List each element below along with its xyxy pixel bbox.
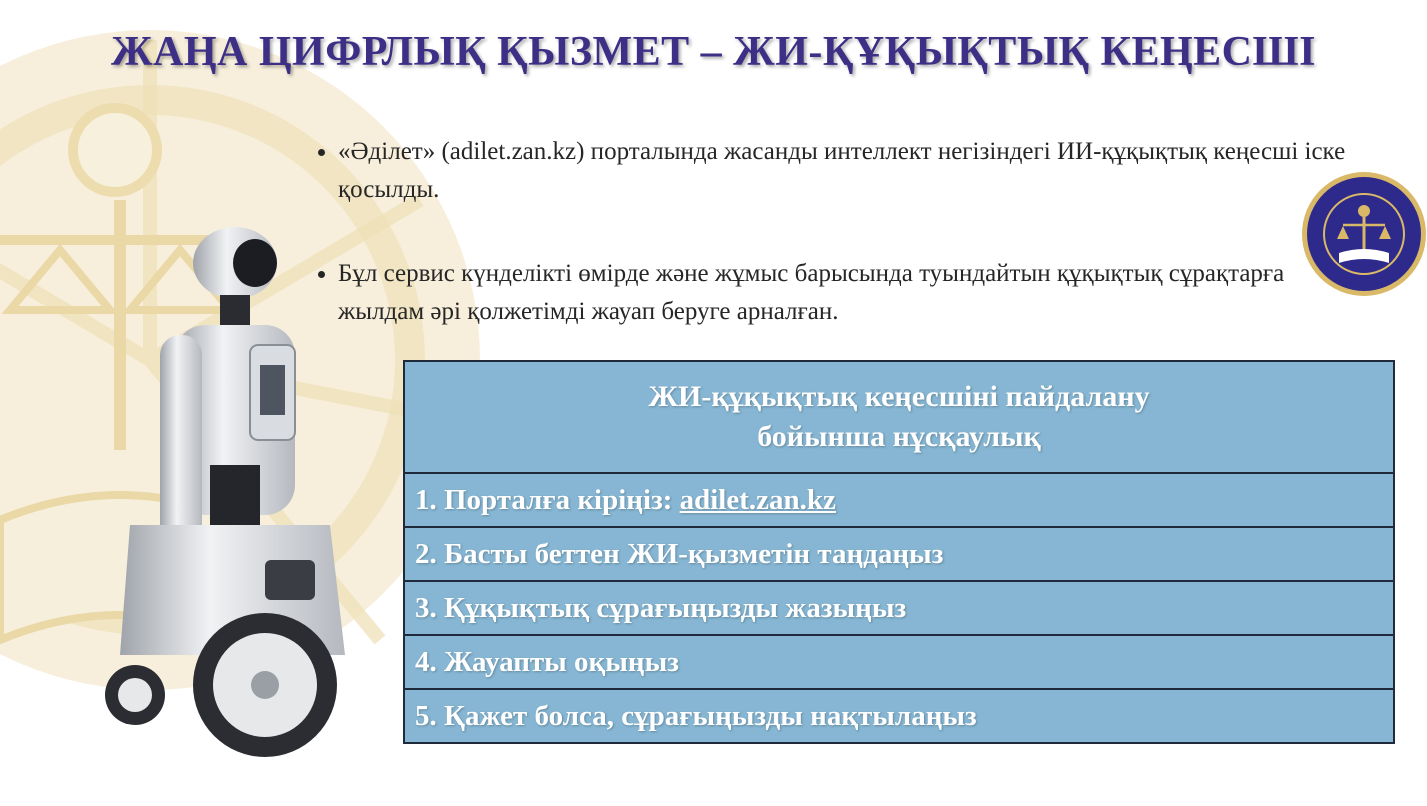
table-row (404, 527, 1394, 581)
table-row (404, 635, 1394, 689)
portal-link[interactable]: adilet.zan.kz (679, 483, 836, 516)
usage-guide-table (403, 360, 1395, 744)
ministry-seal-icon (1301, 171, 1427, 297)
guide-step-4: 4. Жауапты оқыңыз (404, 635, 1394, 689)
table-row (404, 581, 1394, 635)
bullet-item: • «Әділет» (adilet.zan.kz) порталында жасанды интеллект негізіндегі ИИ-құқықтық кеңесші іске қосылды. (338, 133, 1348, 209)
guide-header-row (404, 361, 1394, 473)
guide-header (404, 361, 1394, 473)
guide-step-2: 2. Басты беттен ЖИ-қызметін таңдаңыз (404, 527, 1394, 581)
step-1-text: 1. Порталға кіріңіз: (415, 483, 680, 516)
table-row (404, 473, 1394, 527)
info-bullet-list (308, 133, 1348, 377)
guide-header-line1: ЖИ-құқықтық кеңесшіні пайдалану (648, 380, 1150, 413)
guide-step-3: 3. Құқықтық сұрағыңызды жазыңыз (404, 581, 1394, 635)
guide-step-5: 5. Қажет болса, сұрағыңызды нақтылаңыз (404, 689, 1394, 743)
guide-header-line2: бойынша нұсқаулық (757, 420, 1041, 453)
table-row (404, 689, 1394, 743)
page-title: ЖАҢА ЦИФРЛЫҚ ҚЫЗМЕТ – ЖИ-ҚҰҚЫҚТЫҚ КЕҢЕСШІ (111, 29, 1316, 75)
guide-step-1 (404, 473, 1394, 527)
bullet-item: • Бұл сервис күнделікті өмірде және жұмыс барысында туындайтын құқықтық сұрақтарға жылдам әрі қолжетімді жауап беруге арналған. (338, 255, 1348, 331)
